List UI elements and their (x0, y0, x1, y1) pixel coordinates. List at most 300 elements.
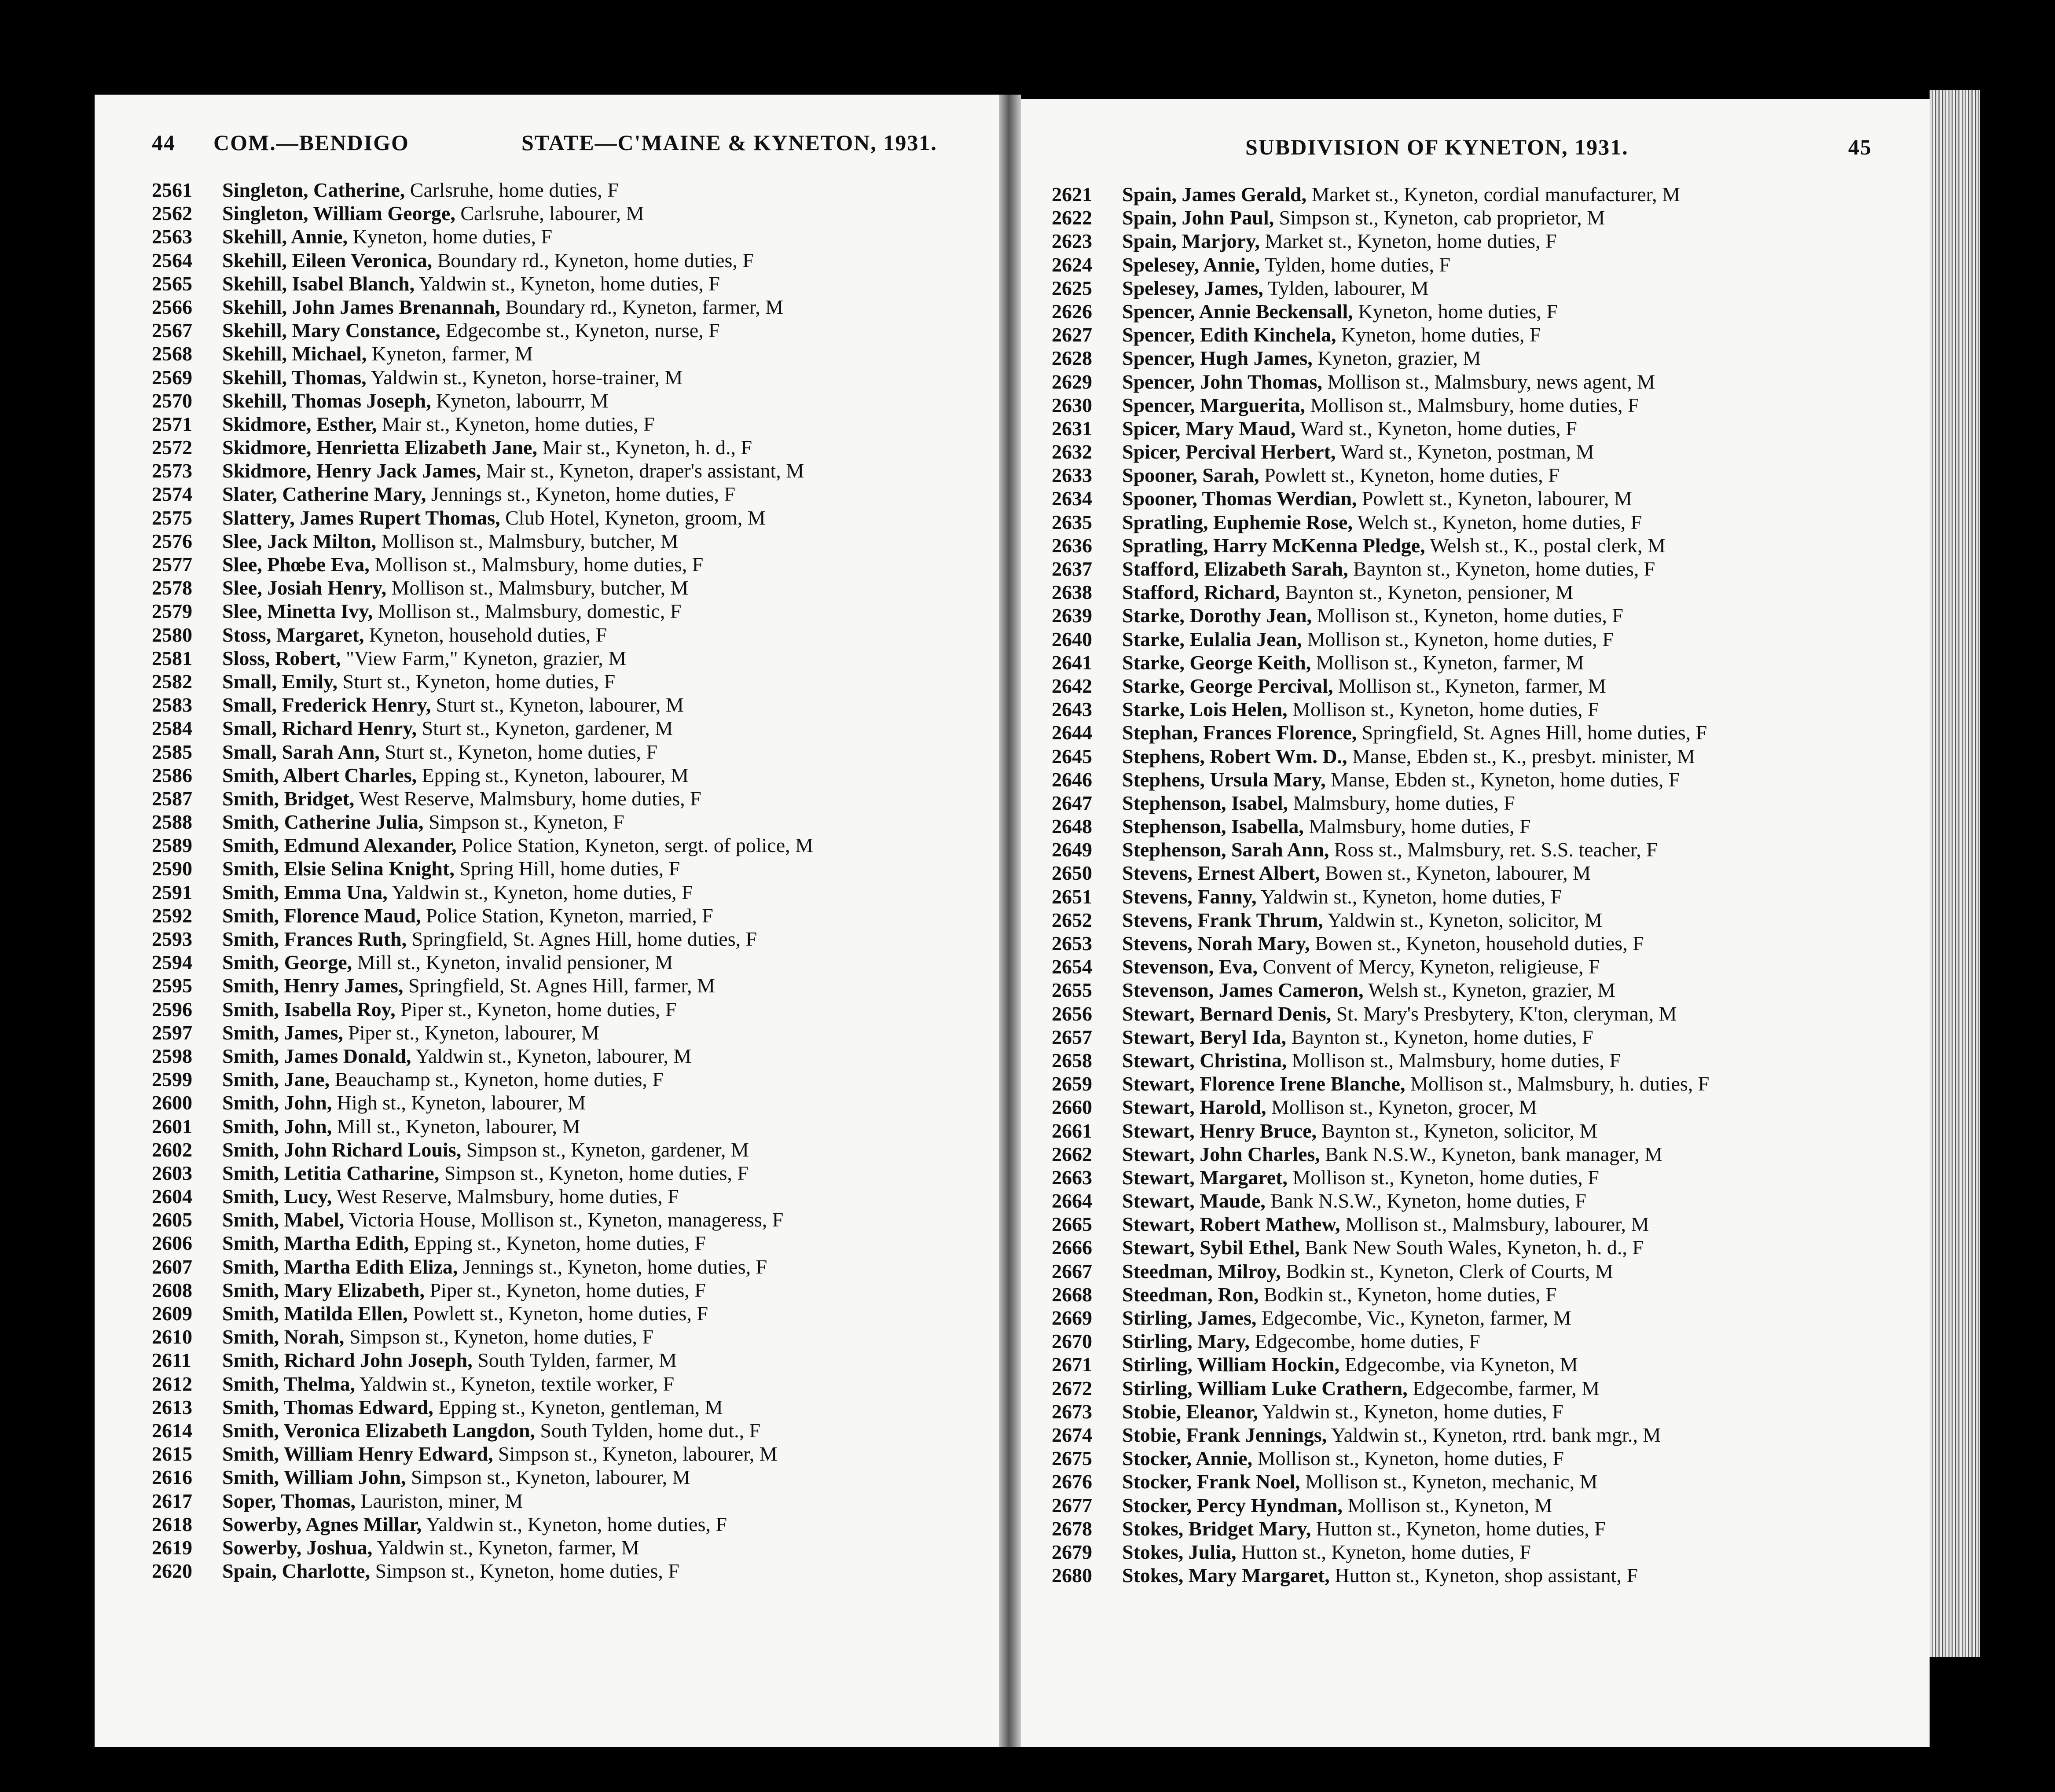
list-item (1021, 1260, 1930, 1283)
entry-text (1122, 580, 1573, 604)
entry-text (222, 1325, 653, 1348)
entry-number: 2591 (152, 881, 192, 903)
entry-details: Simpson st., Kyneton, cab proprietor, M (1274, 206, 1605, 229)
entry-name: Spicer, Mary Maud, (1122, 417, 1296, 440)
entry-details: Simpson st., Kyneton, labourer, M (493, 1443, 778, 1465)
entry-number: 2620 (152, 1560, 192, 1583)
list-item (95, 764, 999, 787)
list-item (95, 670, 999, 693)
entry-text (1122, 300, 1558, 323)
list-item (95, 998, 999, 1021)
list-item (95, 693, 999, 716)
entry-text (1122, 276, 1429, 300)
entry-text (1122, 1447, 1564, 1470)
list-item (95, 881, 999, 904)
entry-details: Piper st., Kyneton, labourer, M (343, 1021, 599, 1044)
entry-number: 2567 (152, 319, 192, 342)
entry-name: Smith, Edmund Alexander, (222, 834, 457, 857)
list-item (95, 787, 999, 810)
entry-details: South Tylden, farmer, M (472, 1349, 677, 1372)
entry-text (1122, 674, 1606, 698)
entry-name: Stewart, John Charles, (1122, 1142, 1320, 1165)
entry-text (222, 904, 713, 927)
entry-details: Club Hotel, Kyneton, groom, M (500, 506, 766, 529)
entry-details: Sturt st., Kyneton, gardener, M (417, 717, 673, 740)
entry-details: Police Station, Kyneton, sergt. of police, M (456, 834, 814, 857)
entry-number: 2566 (152, 295, 192, 318)
entry-number: 2660 (1052, 1096, 1092, 1119)
entry-number: 2644 (1052, 721, 1092, 744)
entry-text (1122, 1095, 1537, 1119)
entry-number: 2598 (152, 1044, 192, 1067)
list-item (1021, 300, 1930, 323)
entry-number: 2636 (1052, 534, 1092, 557)
entry-text (222, 1068, 664, 1091)
list-item (1021, 1049, 1930, 1072)
entry-details: Lauriston, miner, M (355, 1489, 523, 1512)
entry-name: Stoss, Margaret, (222, 623, 364, 646)
entry-number: 2680 (1052, 1564, 1092, 1587)
entry-name: Spain, James Gerald, (1122, 183, 1307, 206)
entry-number: 2643 (1052, 698, 1092, 721)
entry-text (1122, 487, 1632, 510)
entry-name: Slee, Phœbe Eva, (222, 553, 370, 576)
entry-number: 2657 (1052, 1025, 1092, 1048)
entry-details: Yaldwin st., Kyneton, home duties, F (415, 272, 720, 295)
entry-text (222, 1044, 691, 1068)
entry-details: Welch st., Kyneton, home duties, F (1352, 510, 1642, 533)
list-item (95, 1255, 999, 1278)
entry-details: Hutton st., Kyneton, home duties, F (1311, 1517, 1606, 1540)
list-item (95, 1185, 999, 1208)
entry-details: Yaldwin st., Kyneton, home duties, F (422, 1513, 727, 1535)
entry-details: Baynton st., Kyneton, solicitor, M (1317, 1119, 1598, 1142)
entry-number: 2673 (1052, 1400, 1092, 1423)
entry-number: 2579 (152, 600, 192, 623)
header-left-title: COM.—BENDIGO (213, 130, 409, 155)
entry-details: Yaldwin st., Kyneton, solicitor, M (1323, 908, 1603, 931)
entry-number: 2618 (152, 1513, 192, 1535)
list-item (95, 1278, 999, 1302)
entry-details: Welsh st., Kyneton, grazier, M (1363, 979, 1615, 1002)
entry-name: Sowerby, Agnes Millar, (222, 1513, 422, 1535)
entry-name: Smith, Frances Ruth, (222, 928, 407, 950)
list-item (1021, 276, 1930, 300)
entry-number: 2585 (152, 740, 192, 763)
list-item (95, 1161, 999, 1185)
list-item (1021, 1447, 1930, 1470)
entry-text (222, 857, 680, 880)
list-item (1021, 393, 1930, 417)
entry-text (1122, 745, 1695, 768)
entry-text (1122, 1470, 1598, 1493)
entry-text (222, 459, 804, 482)
list-item (1021, 698, 1930, 721)
entry-name: Starke, George Percival, (1122, 674, 1333, 697)
entry-details: Kyneton, labourrr, M (431, 389, 609, 412)
entry-text (1122, 651, 1584, 674)
list-item (95, 1419, 999, 1442)
entry-number: 2622 (1052, 206, 1092, 229)
entry-details: Hutton st., Kyneton, home duties, F (1236, 1540, 1531, 1563)
list-item (95, 904, 999, 927)
entry-text (1122, 1564, 1638, 1587)
entry-name: Skidmore, Esther, (222, 412, 377, 435)
entry-details: Sturt st., Kyneton, home duties, F (379, 740, 658, 763)
entry-number: 2613 (152, 1395, 192, 1418)
entry-details: Sturt st., Kyneton, labourer, M (431, 694, 684, 716)
entry-name: Smith, Albert Charles, (222, 764, 417, 786)
book-gutter (999, 95, 1021, 1747)
entry-text (222, 881, 693, 904)
entry-name: Spratling, Harry McKenna Pledge, (1122, 534, 1425, 557)
entry-details: Jennings st., Kyneton, home duties, F (426, 483, 736, 506)
entry-text (1122, 1236, 1644, 1259)
entry-number: 2581 (152, 646, 192, 669)
entry-details: Mair st., Kyneton, draper's assistant, M (481, 459, 804, 482)
list-item (95, 623, 999, 646)
entry-name: Starke, George Keith, (1122, 651, 1311, 674)
entry-text (222, 998, 677, 1021)
entry-number: 2641 (1052, 651, 1092, 674)
list-item (95, 412, 999, 436)
list-item (95, 1395, 999, 1419)
entry-name: Skidmore, Henry Jack James, (222, 459, 481, 482)
entry-number: 2604 (152, 1185, 192, 1208)
entry-text (1122, 1283, 1557, 1306)
entry-number: 2626 (1052, 300, 1092, 323)
entry-text (1122, 1353, 1578, 1376)
list-item (95, 506, 999, 529)
list-item (95, 295, 999, 319)
list-item (1021, 206, 1930, 229)
entry-name: Stevenson, James Cameron, (1122, 979, 1364, 1002)
entry-number: 2640 (1052, 628, 1092, 650)
entry-name: Stephens, Robert Wm. D., (1122, 745, 1347, 767)
list-item (95, 342, 999, 365)
entry-name: Smith, James, (222, 1021, 343, 1044)
entry-number: 2651 (1052, 885, 1092, 908)
entry-number: 2607 (152, 1255, 192, 1278)
entry-details: Ward st., Kyneton, postman, M (1336, 441, 1594, 463)
entry-name: Small, Richard Henry, (222, 717, 417, 740)
entry-number: 2617 (152, 1489, 192, 1512)
entry-number: 2635 (1052, 510, 1092, 533)
entry-text (222, 764, 689, 787)
entry-details: Piper st., Kyneton, home duties, F (424, 1278, 706, 1301)
list-item (1021, 463, 1930, 487)
entry-text (222, 599, 682, 623)
entry-name: Stephenson, Isabella, (1122, 815, 1304, 838)
entry-text (1122, 393, 1639, 417)
entry-text (222, 506, 766, 529)
list-item (95, 834, 999, 857)
entry-name: Spooner, Thomas Werdian, (1122, 487, 1357, 510)
entry-details: Mollison st., Malmsbury, home duties, F (1305, 393, 1639, 416)
entry-details: Carlsruhe, home duties, F (405, 179, 619, 201)
entry-details: Kyneton, home duties, F (348, 225, 553, 248)
list-item (1021, 721, 1930, 744)
entry-number: 2655 (1052, 979, 1092, 1002)
entry-name: Smith, Catherine Julia, (222, 811, 424, 834)
entry-name: Stewart, Harold, (1122, 1096, 1266, 1119)
page-number: 45 (1848, 135, 1872, 159)
list-item (1021, 253, 1930, 276)
entry-text (1122, 978, 1615, 1002)
entry-name: Small, Emily, (222, 670, 338, 693)
entry-name: Stokes, Mary Margaret, (1122, 1564, 1330, 1587)
entry-number: 2562 (152, 202, 192, 225)
header-center-title: SUBDIVISION OF KYNETON, 1931. (1245, 135, 1629, 159)
entry-name: Small, Sarah Ann, (222, 740, 380, 763)
entry-name: Smith, Isabella Roy, (222, 998, 396, 1021)
entry-details: Ross st., Malmsbury, ret. S.S. teacher, F (1329, 838, 1658, 861)
list-item (1021, 370, 1930, 393)
entry-number: 2583 (152, 694, 192, 716)
entry-number: 2653 (1052, 932, 1092, 955)
entry-name: Stirling, William Hockin, (1122, 1353, 1340, 1376)
entry-text (1122, 1329, 1480, 1353)
list-item (1021, 323, 1930, 346)
entry-details: Mollison st., Kyneton, home duties, F (1312, 604, 1623, 627)
entry-text (222, 1465, 690, 1489)
entry-details: Powlett st., Kyneton, home duties, F (1259, 464, 1560, 487)
entry-name: Smith, John, (222, 1091, 332, 1114)
list-item (95, 974, 999, 997)
entry-details: Mill st., Kyneton, invalid pensioner, M (352, 951, 673, 974)
entry-name: Smith, William John, (222, 1466, 406, 1489)
list-item (95, 1302, 999, 1325)
entry-number: 2577 (152, 553, 192, 576)
entry-details: Yaldwin st., Kyneton, home duties, F (1256, 885, 1562, 908)
entry-number: 2646 (1052, 768, 1092, 791)
entry-name: Smith, Norah, (222, 1326, 345, 1348)
entry-name: Skehill, Isabel Blanch, (222, 272, 415, 295)
entry-details: Market st., Kyneton, cordial manufacturer, M (1306, 183, 1681, 206)
entry-name: Smith, Mary Elizabeth, (222, 1278, 425, 1301)
entry-name: Smith, Elsie Selina Knight, (222, 857, 455, 880)
entry-details: Sturt st., Kyneton, home duties, F (337, 670, 616, 693)
list-item (95, 178, 999, 202)
entry-number: 2616 (152, 1466, 192, 1489)
entry-text (1122, 1002, 1677, 1025)
entry-text (222, 810, 624, 834)
entry-text (1122, 1166, 1599, 1189)
entry-details: Mollison st., Malmsbury, h. duties, F (1405, 1072, 1710, 1095)
entry-text (222, 319, 720, 342)
entry-number: 2672 (1052, 1377, 1092, 1399)
entry-text (222, 1185, 679, 1208)
entry-text (222, 389, 609, 412)
entry-details: Edgecombe, home duties, F (1250, 1330, 1480, 1353)
list-item (1021, 885, 1930, 908)
entry-details: Simpson st., Kyneton, home duties, F (344, 1326, 654, 1348)
entry-number: 2648 (1052, 815, 1092, 838)
entry-text (222, 927, 757, 951)
entry-name: Smith, Emma Una, (222, 881, 388, 903)
entry-details: Simpson st., Kyneton, labourer, M (406, 1466, 690, 1489)
list-item (1021, 1423, 1930, 1447)
entry-text (1122, 534, 1666, 557)
entry-name: Stocker, Frank Noel, (1122, 1470, 1300, 1493)
list-item (95, 1138, 999, 1161)
entry-text (1122, 932, 1644, 955)
entry-text (1122, 346, 1481, 370)
entry-text (222, 1348, 677, 1372)
entry-text (1122, 417, 1577, 440)
entry-number: 2611 (152, 1349, 191, 1372)
list-item (95, 646, 999, 670)
entry-name: Spicer, Percival Herbert, (1122, 441, 1336, 463)
entry-number: 2563 (152, 225, 192, 248)
entry-number: 2634 (1052, 487, 1092, 510)
entry-number: 2612 (152, 1372, 192, 1395)
entry-text (222, 1231, 706, 1255)
entry-text (1122, 721, 1707, 744)
entry-name: Smith, George, (222, 951, 352, 974)
entry-text (222, 787, 701, 810)
entry-name: Slee, Minetta Ivy, (222, 600, 373, 623)
list-item (1021, 955, 1930, 978)
entry-details: Mair st., Kyneton, home duties, F (377, 412, 655, 435)
entry-text (222, 1278, 706, 1302)
list-item (1021, 838, 1930, 861)
entry-name: Spencer, Edith Kinchela, (1122, 323, 1336, 346)
list-item (95, 857, 999, 880)
entry-text (222, 342, 533, 365)
entry-number: 2609 (152, 1302, 192, 1325)
entry-text (222, 1513, 727, 1536)
entry-text (1122, 557, 1655, 580)
entry-details: Tylden, labourer, M (1263, 276, 1429, 299)
entry-details: Boundary rd., Kyneton, farmer, M (500, 295, 784, 318)
list-item (1021, 908, 1930, 932)
entry-details: Mollison st., Kyneton, home duties, F (1287, 698, 1599, 721)
entry-text (222, 670, 615, 693)
entry-number: 2570 (152, 389, 192, 412)
list-item (95, 1442, 999, 1465)
entry-details: Mollison st., Malmsbury, home duties, F (369, 553, 704, 576)
entry-text (222, 529, 679, 553)
list-item (1021, 861, 1930, 885)
entry-details: Springfield, St. Agnes Hill, farmer, M (403, 974, 715, 997)
entry-number: 2590 (152, 857, 192, 880)
entry-name: Stewart, Henry Bruce, (1122, 1119, 1317, 1142)
entry-name: Smith, Florence Maud, (222, 904, 421, 927)
entry-number: 2647 (1052, 791, 1092, 814)
entry-number: 2638 (1052, 581, 1092, 604)
entry-details: Manse, Ebden st., K., presbyt. minister, M (1347, 745, 1695, 767)
list-item (95, 1465, 999, 1489)
entry-number: 2675 (1052, 1447, 1092, 1470)
entry-number: 2572 (152, 436, 192, 459)
entry-name: Stevens, Frank Thrum, (1122, 908, 1323, 931)
list-item (1021, 440, 1930, 463)
list-item (1021, 1166, 1930, 1189)
entry-number: 2608 (152, 1278, 192, 1301)
entry-text (1122, 1212, 1649, 1236)
entry-number: 2615 (152, 1443, 192, 1465)
entry-number: 2592 (152, 904, 192, 927)
entry-details: Epping st., Kyneton, home duties, F (409, 1232, 706, 1255)
entry-number: 2637 (1052, 558, 1092, 580)
entry-name: Stewart, Florence Irene Blanche, (1122, 1072, 1405, 1095)
list-item (95, 716, 999, 740)
entry-text (1122, 323, 1541, 346)
right-entry-list (1021, 183, 1930, 1587)
entry-details: Mollison st., Malmsbury, home duties, F (1287, 1049, 1621, 1072)
entry-details: Mollison st., Kyneton, home duties, F (1252, 1447, 1564, 1470)
entry-number: 2630 (1052, 393, 1092, 416)
entry-number: 2652 (1052, 908, 1092, 931)
entry-text (1122, 1142, 1662, 1166)
entry-name: Sowerby, Joshua, (222, 1536, 373, 1559)
entry-number: 2662 (1052, 1142, 1092, 1165)
list-item (1021, 1564, 1930, 1587)
entry-number: 2659 (1052, 1072, 1092, 1095)
entry-text (222, 623, 607, 646)
entry-text (1122, 440, 1594, 463)
entry-text (1122, 183, 1680, 206)
entry-number: 2571 (152, 412, 192, 435)
entry-text (1122, 838, 1658, 861)
entry-name: Starke, Lois Helen, (1122, 698, 1288, 721)
entry-name: Stokes, Bridget Mary, (1122, 1517, 1311, 1540)
entry-text (222, 1302, 708, 1325)
entry-text (222, 412, 655, 436)
entry-text (222, 1372, 674, 1395)
entry-name: Stirling, William Luke Crathern, (1122, 1377, 1408, 1399)
entry-number: 2666 (1052, 1236, 1092, 1259)
entry-text (1122, 206, 1605, 229)
entry-name: Smith, John Richard Louis, (222, 1138, 462, 1161)
entry-text (1122, 463, 1560, 487)
entry-name: Stocker, Annie, (1122, 1447, 1253, 1470)
entry-number: 2668 (1052, 1283, 1092, 1306)
entry-name: Stobie, Eleanor, (1122, 1400, 1258, 1423)
entry-name: Spain, John Paul, (1122, 206, 1274, 229)
entry-name: Stevens, Fanny, (1122, 885, 1257, 908)
entry-text (1122, 1540, 1531, 1564)
entry-number: 2658 (1052, 1049, 1092, 1072)
entry-number: 2676 (1052, 1470, 1092, 1493)
entry-details: South Tylden, home dut., F (535, 1419, 761, 1442)
list-item (1021, 1400, 1930, 1423)
entry-text (1122, 861, 1591, 885)
entry-details: Kyneton, home duties, F (1336, 323, 1541, 346)
entry-name: Spelesey, James, (1122, 276, 1263, 299)
list-item (1021, 932, 1930, 955)
entry-name: Smith, William Henry Edward, (222, 1443, 493, 1465)
entry-number: 2594 (152, 951, 192, 974)
entry-name: Smith, James Donald, (222, 1044, 411, 1067)
entry-text (222, 646, 626, 670)
entry-text (1122, 1423, 1661, 1447)
page-number: 44 (152, 130, 176, 155)
list-item (95, 599, 999, 623)
entry-text (1122, 1025, 1593, 1049)
entry-text (1122, 885, 1562, 908)
entry-text (222, 834, 813, 857)
entry-number: 2565 (152, 272, 192, 295)
entry-name: Skidmore, Henrietta Elizabeth Jane, (222, 436, 537, 459)
list-item (95, 1513, 999, 1536)
entry-number: 2605 (152, 1208, 192, 1231)
entry-details: Welsh st., K., postal clerk, M (1425, 534, 1666, 557)
entry-number: 2639 (1052, 604, 1092, 627)
entry-name: Skehill, John James Brenannah, (222, 295, 500, 318)
list-item (95, 459, 999, 482)
